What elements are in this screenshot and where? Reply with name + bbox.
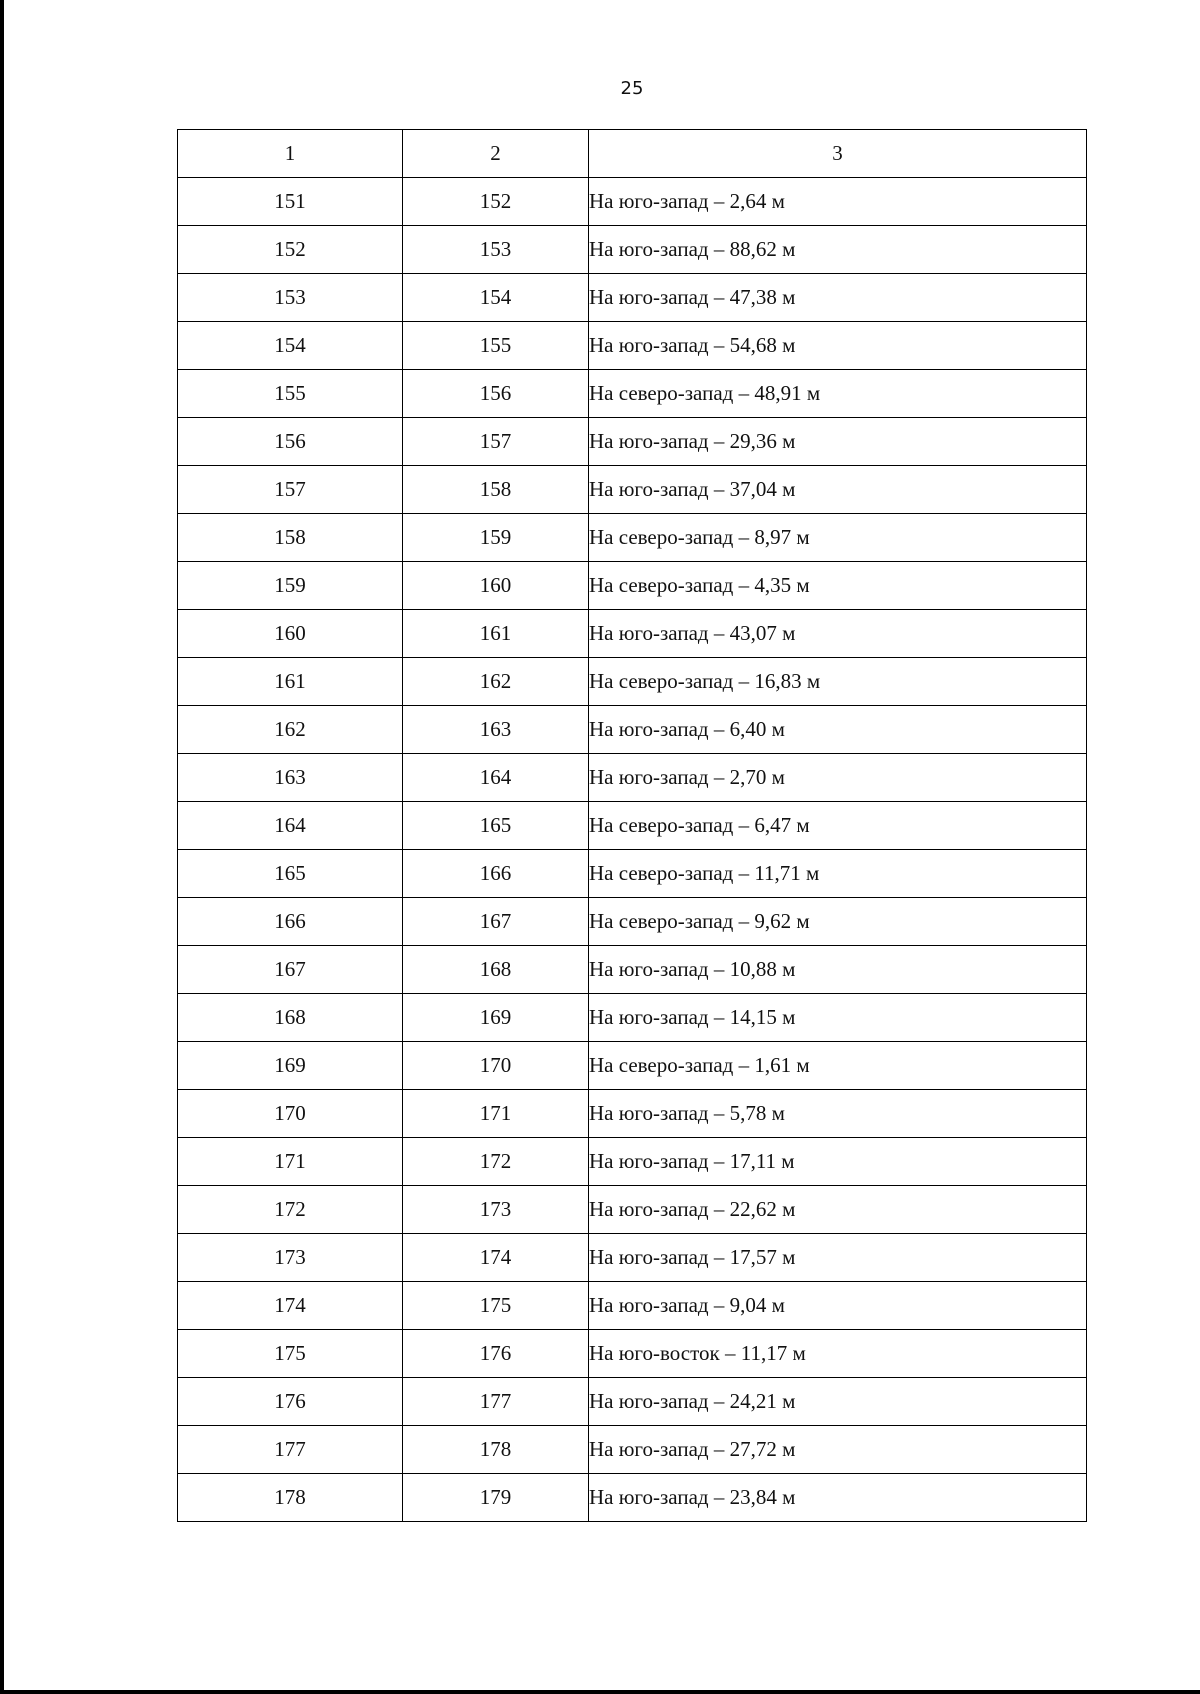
to-point-cell: 159 <box>403 514 589 562</box>
from-point-cell: 168 <box>178 994 403 1042</box>
table-row <box>178 946 1087 994</box>
to-point-cell: 176 <box>403 1330 589 1378</box>
direction-distance-cell: На юго-запад – 9,04 м <box>589 1282 1087 1330</box>
table-row <box>178 514 1087 562</box>
direction-distance-cell: На юго-запад – 29,36 м <box>589 418 1087 466</box>
table-row <box>178 802 1087 850</box>
scan-edge-left <box>0 0 4 1694</box>
from-point-cell: 160 <box>178 610 403 658</box>
table-row <box>178 850 1087 898</box>
direction-distance-cell: На юго-запад – 17,11 м <box>589 1138 1087 1186</box>
to-point-cell: 174 <box>403 1234 589 1282</box>
table-row <box>178 322 1087 370</box>
from-point-cell: 153 <box>178 274 403 322</box>
to-point-cell: 167 <box>403 898 589 946</box>
to-point-cell: 161 <box>403 610 589 658</box>
table-row <box>178 994 1087 1042</box>
direction-distance-cell: На юго-запад – 88,62 м <box>589 226 1087 274</box>
direction-distance-cell: На северо-запад – 48,91 м <box>589 370 1087 418</box>
table-row <box>178 466 1087 514</box>
table-row <box>178 898 1087 946</box>
to-point-cell: 163 <box>403 706 589 754</box>
direction-distance-cell: На юго-запад – 5,78 м <box>589 1090 1087 1138</box>
to-point-cell: 177 <box>403 1378 589 1426</box>
direction-distance-cell: На юго-запад – 2,64 м <box>589 178 1087 226</box>
from-point-cell: 161 <box>178 658 403 706</box>
table-row <box>178 610 1087 658</box>
header-cell-col1: 1 <box>178 130 403 178</box>
to-point-cell: 166 <box>403 850 589 898</box>
from-point-cell: 172 <box>178 1186 403 1234</box>
direction-distance-cell: На северо-запад – 4,35 м <box>589 562 1087 610</box>
direction-distance-cell: На северо-запад – 9,62 м <box>589 898 1087 946</box>
table-row <box>178 658 1087 706</box>
direction-distance-cell: На юго-запад – 54,68 м <box>589 322 1087 370</box>
table-row <box>178 1426 1087 1474</box>
from-point-cell: 174 <box>178 1282 403 1330</box>
from-point-cell: 170 <box>178 1090 403 1138</box>
boundary-table <box>177 129 1087 1522</box>
to-point-cell: 170 <box>403 1042 589 1090</box>
direction-distance-cell: На северо-запад – 16,83 м <box>589 658 1087 706</box>
to-point-cell: 165 <box>403 802 589 850</box>
to-point-cell: 169 <box>403 994 589 1042</box>
direction-distance-cell: На юго-запад – 27,72 м <box>589 1426 1087 1474</box>
table-row <box>178 1282 1087 1330</box>
table-row <box>178 1090 1087 1138</box>
direction-distance-cell: На юго-запад – 37,04 м <box>589 466 1087 514</box>
direction-distance-cell: На юго-запад – 24,21 м <box>589 1378 1087 1426</box>
from-point-cell: 165 <box>178 850 403 898</box>
direction-distance-cell: На юго-запад – 43,07 м <box>589 610 1087 658</box>
to-point-cell: 156 <box>403 370 589 418</box>
table-header-row <box>178 130 1087 178</box>
from-point-cell: 157 <box>178 466 403 514</box>
table-row <box>178 706 1087 754</box>
from-point-cell: 173 <box>178 1234 403 1282</box>
table-row <box>178 1234 1087 1282</box>
table-body <box>178 130 1087 1522</box>
direction-distance-cell: На юго-запад – 14,15 м <box>589 994 1087 1042</box>
to-point-cell: 164 <box>403 754 589 802</box>
direction-distance-cell: На северо-запад – 8,97 м <box>589 514 1087 562</box>
table-row <box>178 1474 1087 1522</box>
to-point-cell: 168 <box>403 946 589 994</box>
to-point-cell: 154 <box>403 274 589 322</box>
from-point-cell: 163 <box>178 754 403 802</box>
direction-distance-cell: На юго-запад – 47,38 м <box>589 274 1087 322</box>
from-point-cell: 175 <box>178 1330 403 1378</box>
direction-distance-cell: На юго-запад – 6,40 м <box>589 706 1087 754</box>
to-point-cell: 173 <box>403 1186 589 1234</box>
from-point-cell: 169 <box>178 1042 403 1090</box>
from-point-cell: 155 <box>178 370 403 418</box>
table-row <box>178 370 1087 418</box>
table-row <box>178 1042 1087 1090</box>
header-cell-col3: 3 <box>589 130 1087 178</box>
from-point-cell: 166 <box>178 898 403 946</box>
to-point-cell: 162 <box>403 658 589 706</box>
table-row <box>178 1186 1087 1234</box>
from-point-cell: 152 <box>178 226 403 274</box>
to-point-cell: 179 <box>403 1474 589 1522</box>
to-point-cell: 171 <box>403 1090 589 1138</box>
direction-distance-cell: На юго-запад – 2,70 м <box>589 754 1087 802</box>
to-point-cell: 157 <box>403 418 589 466</box>
page-number: 25 <box>620 78 644 99</box>
to-point-cell: 175 <box>403 1282 589 1330</box>
from-point-cell: 176 <box>178 1378 403 1426</box>
direction-distance-cell: На юго-восток – 11,17 м <box>589 1330 1087 1378</box>
to-point-cell: 152 <box>403 178 589 226</box>
direction-distance-cell: На юго-запад – 10,88 м <box>589 946 1087 994</box>
to-point-cell: 172 <box>403 1138 589 1186</box>
direction-distance-cell: На северо-запад – 11,71 м <box>589 850 1087 898</box>
table-row <box>178 1138 1087 1186</box>
from-point-cell: 154 <box>178 322 403 370</box>
from-point-cell: 159 <box>178 562 403 610</box>
table-row <box>178 1330 1087 1378</box>
direction-distance-cell: На юго-запад – 17,57 м <box>589 1234 1087 1282</box>
from-point-cell: 156 <box>178 418 403 466</box>
to-point-cell: 178 <box>403 1426 589 1474</box>
from-point-cell: 151 <box>178 178 403 226</box>
from-point-cell: 171 <box>178 1138 403 1186</box>
table-row <box>178 178 1087 226</box>
from-point-cell: 177 <box>178 1426 403 1474</box>
table-row <box>178 226 1087 274</box>
table-row <box>178 274 1087 322</box>
from-point-cell: 162 <box>178 706 403 754</box>
table-row <box>178 562 1087 610</box>
to-point-cell: 160 <box>403 562 589 610</box>
direction-distance-cell: На юго-запад – 23,84 м <box>589 1474 1087 1522</box>
from-point-cell: 158 <box>178 514 403 562</box>
table-row <box>178 754 1087 802</box>
header-cell-col2: 2 <box>403 130 589 178</box>
scan-edge-bottom <box>0 1690 1200 1694</box>
table-row <box>178 1378 1087 1426</box>
direction-distance-cell: На северо-запад – 6,47 м <box>589 802 1087 850</box>
direction-distance-cell: На юго-запад – 22,62 м <box>589 1186 1087 1234</box>
to-point-cell: 153 <box>403 226 589 274</box>
from-point-cell: 178 <box>178 1474 403 1522</box>
from-point-cell: 167 <box>178 946 403 994</box>
table-row <box>178 418 1087 466</box>
from-point-cell: 164 <box>178 802 403 850</box>
direction-distance-cell: На северо-запад – 1,61 м <box>589 1042 1087 1090</box>
to-point-cell: 158 <box>403 466 589 514</box>
to-point-cell: 155 <box>403 322 589 370</box>
